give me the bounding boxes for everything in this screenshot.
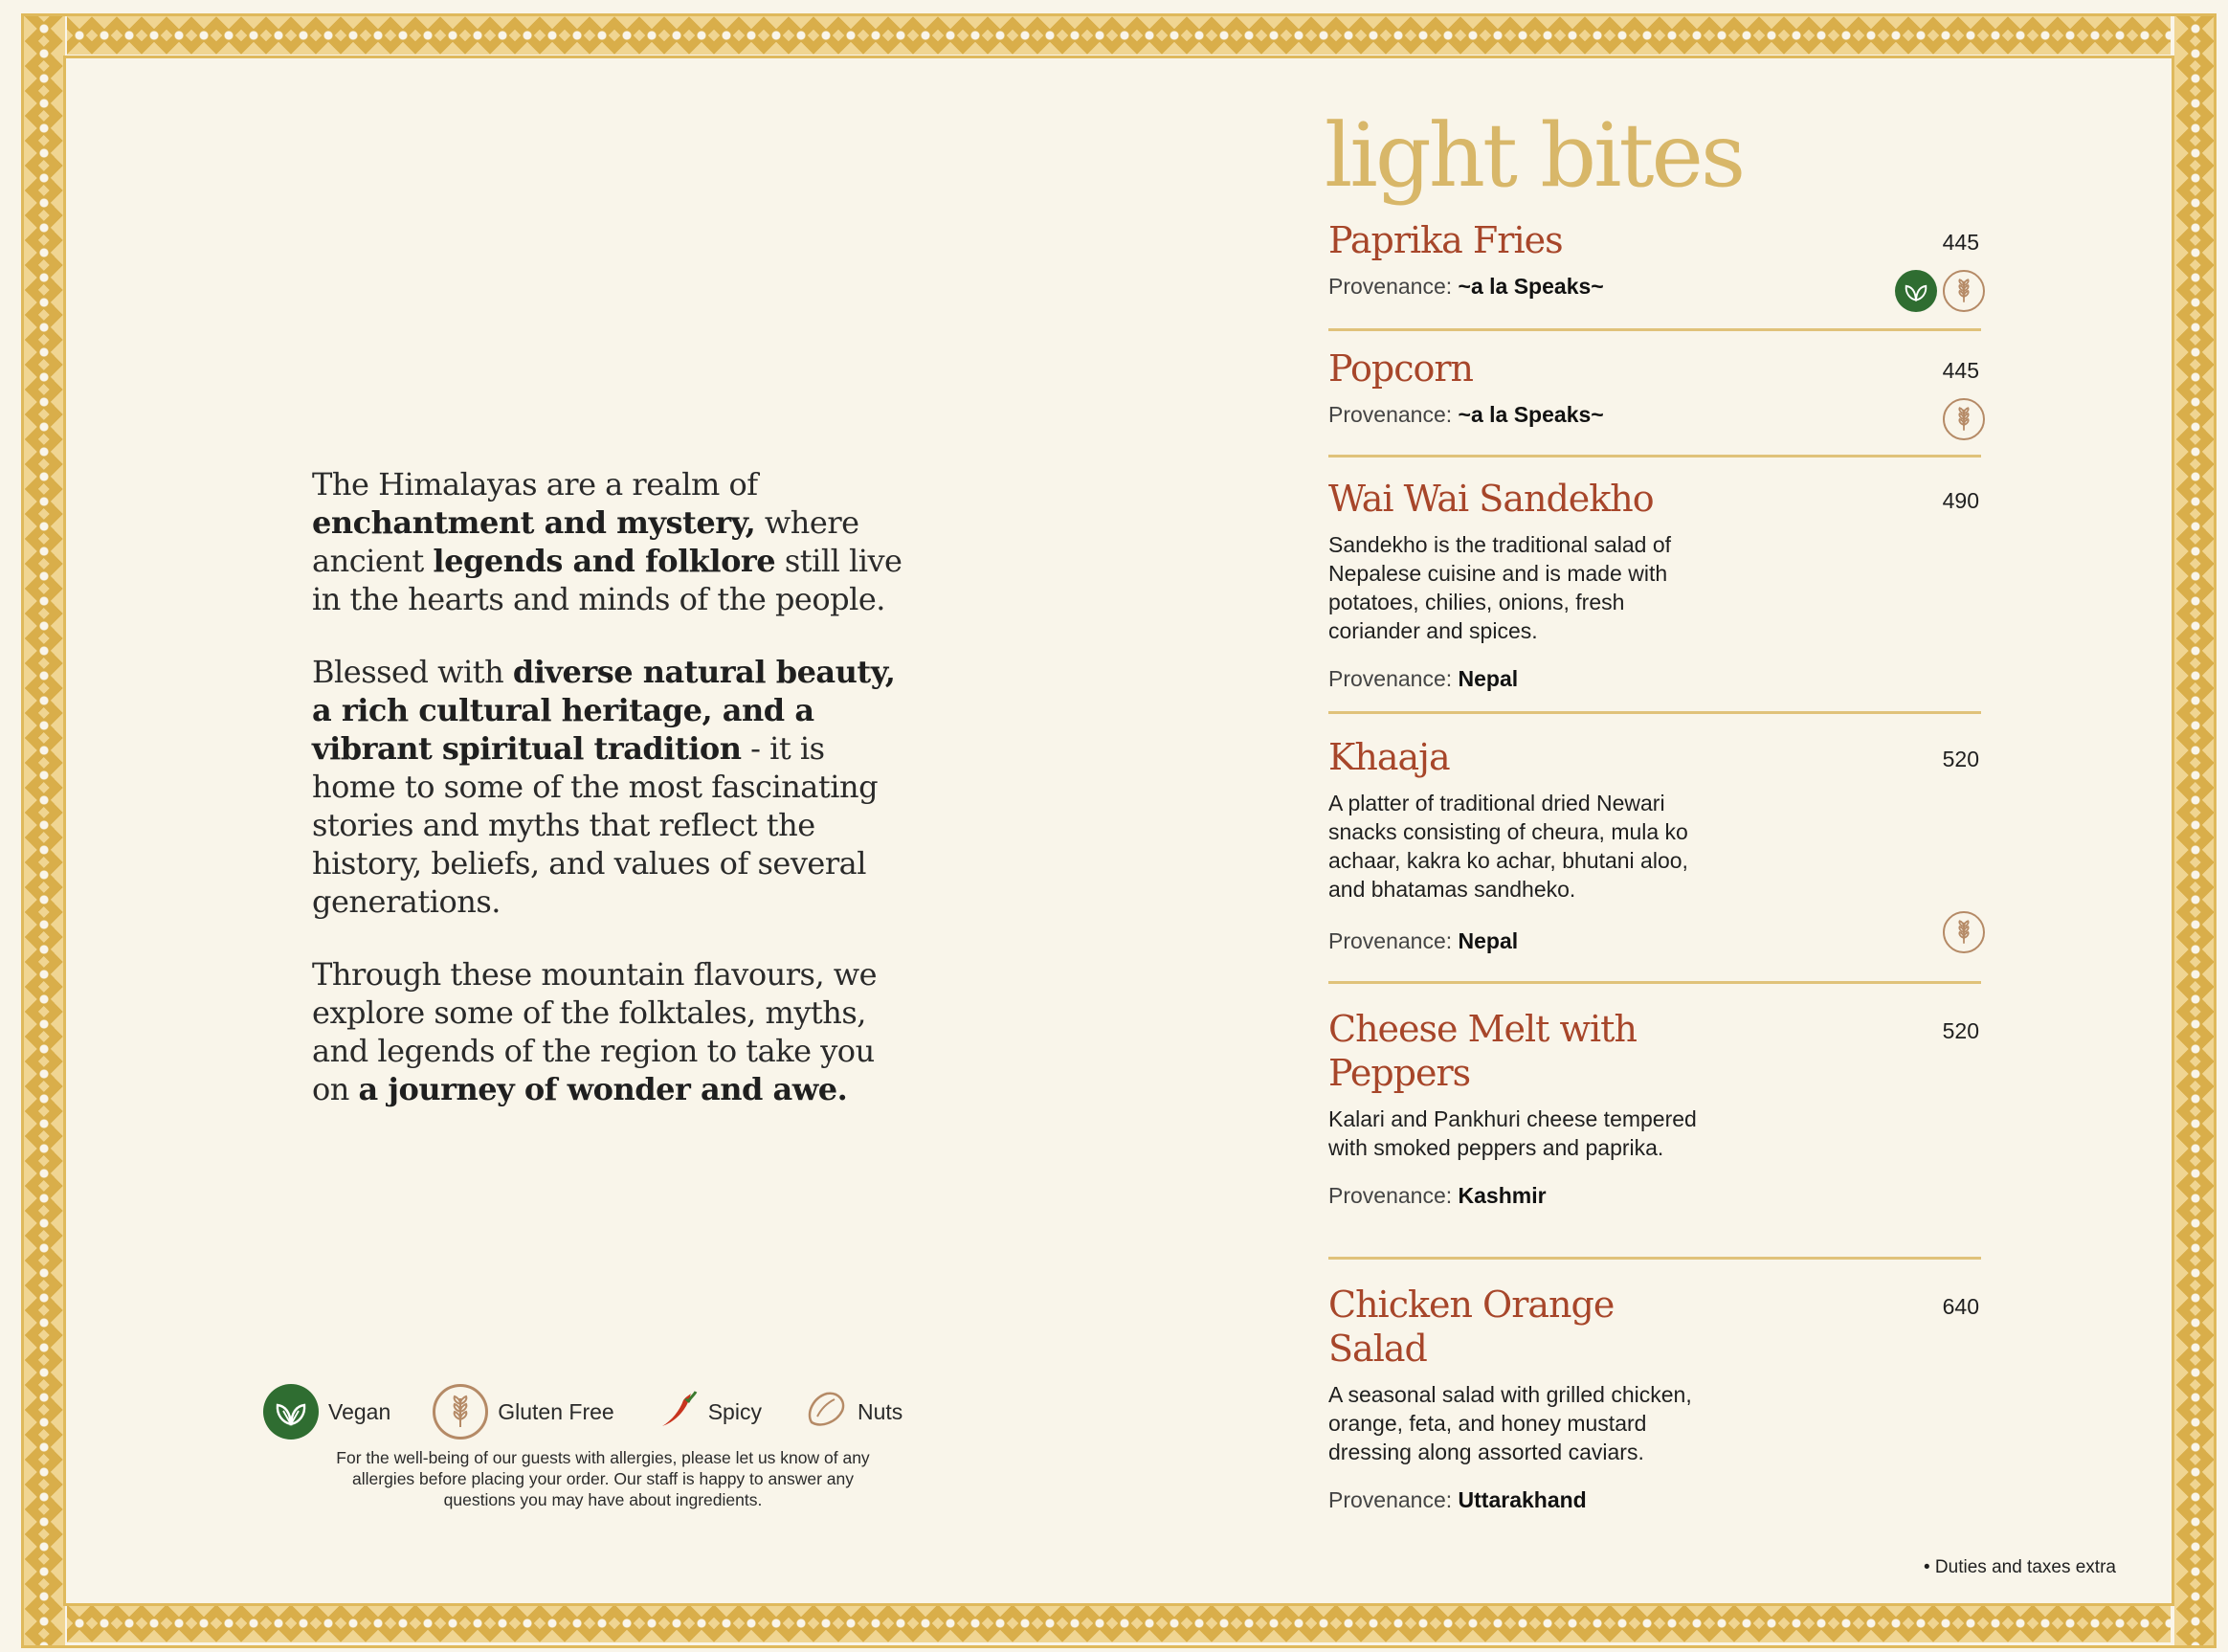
item-name: Khaaja [1328, 736, 1450, 778]
taxes-footnote: • Duties and taxes extra [1924, 1557, 2116, 1577]
item-price: 490 [1942, 488, 1979, 513]
menu-item [1328, 218, 1981, 300]
vegan-leaf-icon [1895, 270, 1937, 312]
legend-nuts-label: Nuts [857, 1398, 903, 1424]
provenance-label: Provenance: [1328, 274, 1459, 299]
intro-text-run: still live in the hearts and minds of the people. [312, 543, 902, 617]
intro-paragraph-3 [312, 955, 905, 1108]
section-title: light bites [1325, 104, 1744, 207]
item-price: 520 [1942, 1018, 1979, 1043]
provenance-value: ~a la Speaks~ [1458, 274, 1604, 299]
intro-text-run: - it is home to some of the most fascinating stories and myths that reflect the history, beliefs, and values of several generations. [312, 730, 879, 920]
menu-item [1328, 477, 1981, 692]
intro-bold-text: diverse natural beauty, a rich cultural heritage, and a vibrant spiritual tradition [312, 654, 896, 767]
intro-bold-text: legends and folklore [433, 543, 776, 579]
item-description: Kalari and Pankhuri cheese tempered with smoked peppers and paprika. [1328, 1106, 1697, 1160]
menu-item [1328, 346, 1981, 428]
provenance-value: Kashmir [1458, 1183, 1547, 1208]
provenance-value: ~a la Speaks~ [1458, 402, 1604, 427]
intro-text-run: The Himalayas are a realm of [312, 466, 758, 502]
intro-paragraph-1 [312, 465, 905, 618]
wheat-icon [1943, 911, 1985, 953]
item-name: Popcorn [1328, 347, 1474, 390]
item-divider [1328, 328, 1981, 331]
wheat-icon [1943, 270, 1985, 312]
item-provenance [1328, 928, 1981, 954]
legend-vegan [263, 1384, 390, 1440]
intro-bold-text: enchantment and mystery, [312, 504, 756, 541]
provenance-label: Provenance: [1328, 1183, 1459, 1208]
item-name: Cheese Melt with Peppers [1328, 1008, 1637, 1094]
provenance-label: Provenance: [1328, 1487, 1459, 1512]
intro-text-run: Blessed with [312, 654, 513, 690]
intro-paragraph-2 [312, 653, 905, 921]
intro-bold-text: a journey of wonder and awe. [358, 1071, 848, 1107]
item-divider [1328, 1257, 1981, 1260]
item-price: 640 [1942, 1294, 1979, 1319]
item-name: Wai Wai Sandekho [1328, 478, 1654, 520]
nut-icon [804, 1388, 848, 1436]
provenance-label: Provenance: [1328, 928, 1459, 953]
legend-nuts [804, 1388, 902, 1436]
legend-gluten-free [433, 1384, 613, 1440]
provenance-label: Provenance: [1328, 666, 1459, 691]
item-divider [1328, 981, 1981, 984]
wheat-icon [1943, 398, 1985, 440]
item-price: 520 [1942, 747, 1979, 771]
item-description: Sandekho is the traditional salad of Nepalese cuisine and is made with potatoes, chilies, onions, fresh coriander and spices. [1328, 532, 1672, 643]
dietary-legend [263, 1378, 962, 1445]
provenance-value: Uttarakhand [1458, 1487, 1587, 1512]
legend-spicy [657, 1388, 762, 1436]
menu-item [1328, 735, 1981, 954]
item-provenance [1328, 402, 1981, 428]
item-provenance [1328, 1183, 1981, 1209]
menu-item [1328, 1283, 1981, 1513]
item-divider [1328, 455, 1981, 458]
chili-icon [657, 1388, 699, 1436]
allergy-disclaimer: For the well-being of our guests with allergies, please let us know of any allergies before placing your order. Our staff is happy to answer any questions you may have about ingredients. [336, 1448, 870, 1509]
wheat-icon [433, 1384, 488, 1440]
intro-text-run: where ancient [312, 504, 859, 579]
item-provenance [1328, 1487, 1981, 1513]
menu-item [1328, 1007, 1981, 1209]
item-provenance [1328, 274, 1981, 300]
item-diet-icons [1943, 911, 1985, 953]
item-price: 445 [1942, 230, 1979, 255]
legend-gluten-free-label: Gluten Free [498, 1398, 614, 1424]
provenance-label: Provenance: [1328, 402, 1459, 427]
provenance-value: Nepal [1458, 666, 1519, 691]
vegan-leaf-icon [263, 1384, 319, 1440]
item-provenance [1328, 666, 1981, 692]
item-name: Chicken Orange Salad [1328, 1284, 1615, 1370]
intro-text [312, 465, 905, 1143]
intro-text-run: Through these mountain flavours, we explore some of the folktales, myths, and legends of the region to take you on [312, 956, 878, 1107]
item-price: 445 [1942, 358, 1979, 383]
legend-spicy-label: Spicy [707, 1398, 762, 1424]
item-diet-icons [1895, 270, 1985, 312]
item-description: A platter of traditional dried Newari snacks consisting of cheura, mula ko achaar, kakra ko achar, bhutani aloo, and bhatamas sandheko. [1328, 791, 1688, 902]
item-divider [1328, 711, 1981, 714]
item-name: Paprika Fries [1328, 219, 1563, 261]
legend-vegan-label: Vegan [328, 1398, 391, 1424]
item-description: A seasonal salad with grilled chicken, orange, feta, and honey mustard dressing along assorted caviars. [1328, 1382, 1692, 1464]
item-diet-icons [1943, 398, 1985, 440]
provenance-value: Nepal [1458, 928, 1519, 953]
